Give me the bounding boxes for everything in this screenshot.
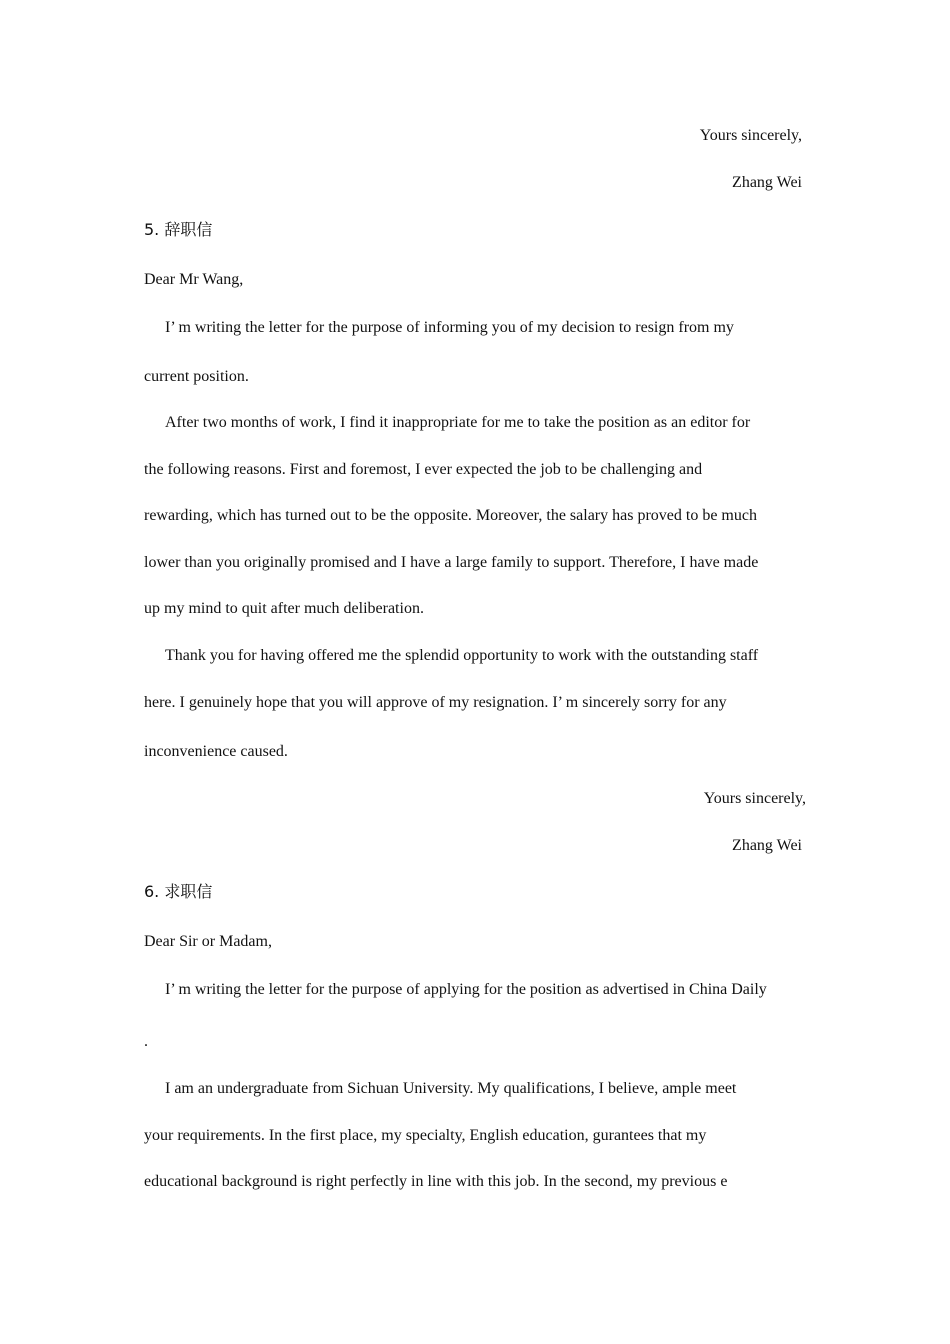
paragraph-line: Thank you for having offered me the splendid opportunity to work with the outstanding staff	[165, 647, 759, 664]
paragraph-line: the following reasons. First and foremost, I ever expected the job to be challenging and	[144, 461, 703, 478]
paragraph-line: educational background is right perfectly in line with this job. In the second, my previous e	[144, 1173, 728, 1190]
paragraph-line: I’ m writing the letter for the purpose of applying for the position as advertised in China Daily	[165, 981, 767, 998]
closing-text: Yours sincerely,	[703, 790, 806, 807]
salutation-text: Dear Mr Wang,	[144, 271, 244, 288]
section-heading: 5. 辞职信	[144, 220, 213, 239]
paragraph-line: here. I genuinely hope that you will approve of my resignation. I’ m sincerely sorry for any	[144, 694, 727, 711]
paragraph-line: I’ m writing the letter for the purpose of informing you of my decision to resign from my	[165, 319, 734, 336]
paragraph-line: your requirements. In the first place, my specialty, English education, gurantees that my	[144, 1127, 707, 1144]
paragraph-line: inconvenience caused.	[144, 743, 288, 760]
paragraph-line: lower than you originally promised and I have a large family to support. Therefore, I have made	[144, 554, 759, 571]
paragraph-line: up my mind to quit after much deliberation.	[144, 600, 424, 617]
paragraph-line: After two months of work, I find it inappropriate for me to take the position as an editor for	[165, 414, 751, 431]
paragraph-line: .	[144, 1033, 148, 1050]
paragraph-line: I am an undergraduate from Sichuan University. My qualifications, I believe, ample meet	[165, 1080, 737, 1097]
paragraph-line: rewarding, which has turned out to be the opposite. Moreover, the salary has proved to be much	[144, 507, 757, 524]
closing-text: Yours sincerely,	[699, 127, 802, 144]
salutation-text: Dear Sir or Madam,	[144, 933, 272, 950]
paragraph-line: current position.	[144, 368, 249, 385]
signature-text: Zhang Wei	[732, 174, 802, 191]
signature-text: Zhang Wei	[732, 837, 802, 854]
section-heading: 6. 求职信	[144, 882, 213, 901]
